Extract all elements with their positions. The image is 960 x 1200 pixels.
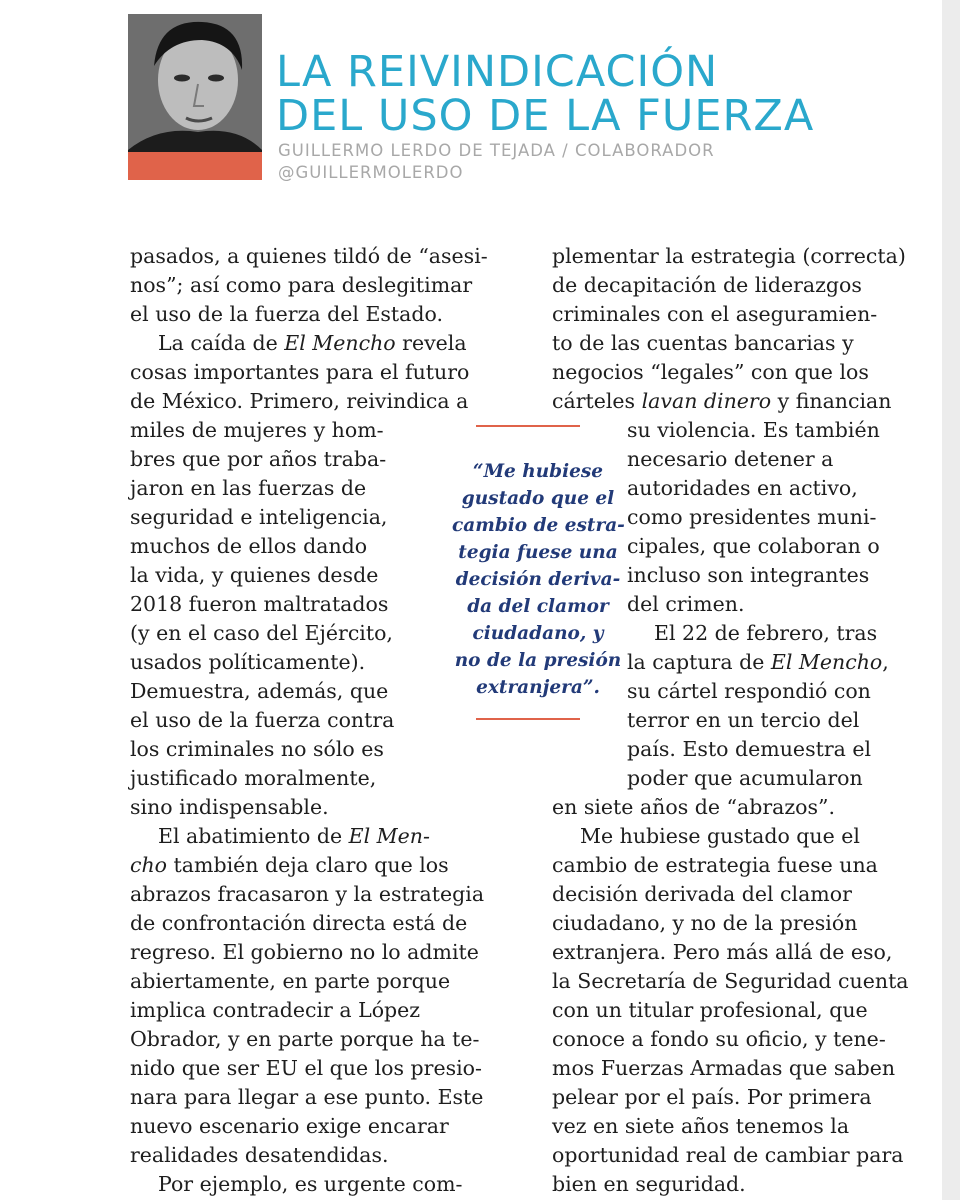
pull-quote-line: da del clamor bbox=[467, 596, 609, 617]
text-line: La caída de El Mencho revela bbox=[158, 331, 467, 355]
text-line: Obrador, y en parte porque ha te- bbox=[130, 1027, 480, 1051]
text-line: Por ejemplo, es urgente com- bbox=[158, 1172, 463, 1196]
text-line: de decapitación de liderazgos bbox=[552, 273, 862, 297]
author-photo bbox=[128, 14, 262, 180]
text-line: to de las cuentas bancarias y bbox=[552, 331, 854, 355]
text-line: muchos de ellos dando bbox=[130, 534, 368, 558]
text-line: cipales, que colaboran o bbox=[627, 534, 880, 558]
text-line: sino indispensable. bbox=[130, 795, 329, 819]
text-line: Me hubiese gustado que el bbox=[580, 824, 860, 848]
text-line: nos”; así como para deslegitimar bbox=[130, 273, 473, 297]
text-line: cambio de estrategia fuese una bbox=[552, 853, 878, 877]
text-line: seguridad e inteligencia, bbox=[130, 505, 388, 529]
text-line: bres que por años traba- bbox=[130, 447, 387, 471]
text-line: el uso de la fuerza del Estado. bbox=[130, 302, 444, 326]
text-line: la vida, y quienes desde bbox=[130, 563, 379, 587]
text-line: cosas importantes para el futuro bbox=[130, 360, 470, 384]
text-line: abiertamente, en parte porque bbox=[130, 969, 451, 993]
text-line: vez en siete años tenemos la bbox=[552, 1114, 850, 1138]
text-line: nara para llegar a ese punto. Este bbox=[130, 1085, 484, 1109]
text-line: pelear por el país. Por primera bbox=[552, 1085, 872, 1109]
pull-quote-line: decisión deriva- bbox=[455, 569, 621, 590]
text-line: extranjera. Pero más allá de eso, bbox=[552, 940, 893, 964]
text-line: de México. Primero, reivindica a bbox=[130, 389, 469, 413]
text-line: El abatimiento de El Men- bbox=[158, 824, 430, 848]
text-line: como presidentes muni- bbox=[627, 505, 877, 529]
text-line: la captura de El Mencho, bbox=[627, 650, 889, 674]
article-column-1 bbox=[130, 242, 530, 1199]
text-line: los criminales no sólo es bbox=[130, 737, 384, 761]
text-line: ciudadano, y no de la presión bbox=[552, 911, 858, 935]
pull-quote-line: extranjera”. bbox=[476, 677, 600, 698]
text-line: justificado moralmente, bbox=[130, 766, 377, 790]
text-line: en siete años de “abrazos”. bbox=[552, 795, 836, 819]
text-line: plementar la estrategia (correcta) bbox=[552, 244, 906, 268]
text-line: conoce a fondo su oficio, y tene- bbox=[552, 1027, 886, 1051]
text-line: negocios “legales” con que los bbox=[552, 360, 869, 384]
text-line: incluso son integrantes bbox=[627, 563, 870, 587]
text-line: del crimen. bbox=[627, 592, 745, 616]
pull-quote-line: “Me hubiese bbox=[472, 461, 604, 482]
text-line: nuevo escenario exige encarar bbox=[130, 1114, 449, 1138]
text-line: regreso. El gobierno no lo admite bbox=[130, 940, 479, 964]
pull-quote-line: ciudadano, y bbox=[472, 623, 604, 644]
text-line: autoridades en activo, bbox=[627, 476, 858, 500]
text-line: (y en el caso del Ejército, bbox=[130, 621, 393, 645]
pull-quote-line: cambio de estra- bbox=[452, 515, 625, 536]
text-line: oportunidad real de cambiar para bbox=[552, 1143, 904, 1167]
text-line: decisión derivada del clamor bbox=[552, 882, 852, 906]
portrait-accent-bar bbox=[128, 152, 262, 180]
text-line: poder que acumularon bbox=[627, 766, 863, 790]
page-edge bbox=[942, 0, 960, 1200]
text-line: terror en un tercio del bbox=[627, 708, 860, 732]
text-line: su violencia. Es también bbox=[627, 418, 880, 442]
text-line: 2018 fueron maltratados bbox=[130, 592, 389, 616]
text-line: jaron en las fuerzas de bbox=[130, 476, 367, 500]
title-line: LA REIVINDICACIÓN bbox=[276, 47, 719, 97]
text-line: implica contradecir a López bbox=[130, 998, 421, 1022]
article-column-2 bbox=[552, 242, 922, 1199]
text-line: con un titular profesional, que bbox=[552, 998, 868, 1022]
text-line: Demuestra, además, que bbox=[130, 679, 389, 703]
text-line: criminales con el aseguramien- bbox=[552, 302, 878, 326]
text-line: miles de mujeres y hom- bbox=[130, 418, 384, 442]
author-handle: @GUILLERMOLERDO bbox=[278, 163, 464, 182]
text-line: usados políticamente). bbox=[130, 650, 366, 674]
text-line: su cártel respondió con bbox=[627, 679, 871, 703]
text-line: el uso de la fuerza contra bbox=[130, 708, 395, 732]
text-line: mos Fuerzas Armadas que saben bbox=[552, 1056, 896, 1080]
text-line: cho también deja claro que los bbox=[130, 853, 449, 877]
text-line: pasados, a quienes tildó de “asesi- bbox=[130, 244, 488, 268]
text-line: país. Esto demuestra el bbox=[627, 737, 872, 761]
text-line: nido que ser EU el que los presio- bbox=[130, 1056, 482, 1080]
text-line: de confrontación directa está de bbox=[130, 911, 468, 935]
text-line: necesario detener a bbox=[627, 447, 834, 471]
title-line: DEL USO DE LA FUERZA bbox=[276, 91, 815, 141]
text-line: abrazos fracasaron y la estrategia bbox=[130, 882, 485, 906]
article-title bbox=[276, 47, 815, 141]
pull-quote-line: gustado que el bbox=[461, 488, 615, 509]
pull-quote-line: tegia fuese una bbox=[458, 542, 618, 563]
author-credit: GUILLERMO LERDO DE TEJADA / COLABORADOR bbox=[278, 141, 715, 160]
text-line: la Secretaría de Seguridad cuenta bbox=[552, 969, 909, 993]
byline bbox=[278, 140, 715, 184]
pull-quote-line: no de la presión bbox=[454, 650, 622, 671]
text-line: cárteles lavan dinero y financian bbox=[552, 389, 892, 413]
text-line: realidades desatendidas. bbox=[130, 1143, 389, 1167]
text-line: El 22 de febrero, tras bbox=[654, 621, 878, 645]
text-line: bien en seguridad. bbox=[552, 1172, 746, 1196]
